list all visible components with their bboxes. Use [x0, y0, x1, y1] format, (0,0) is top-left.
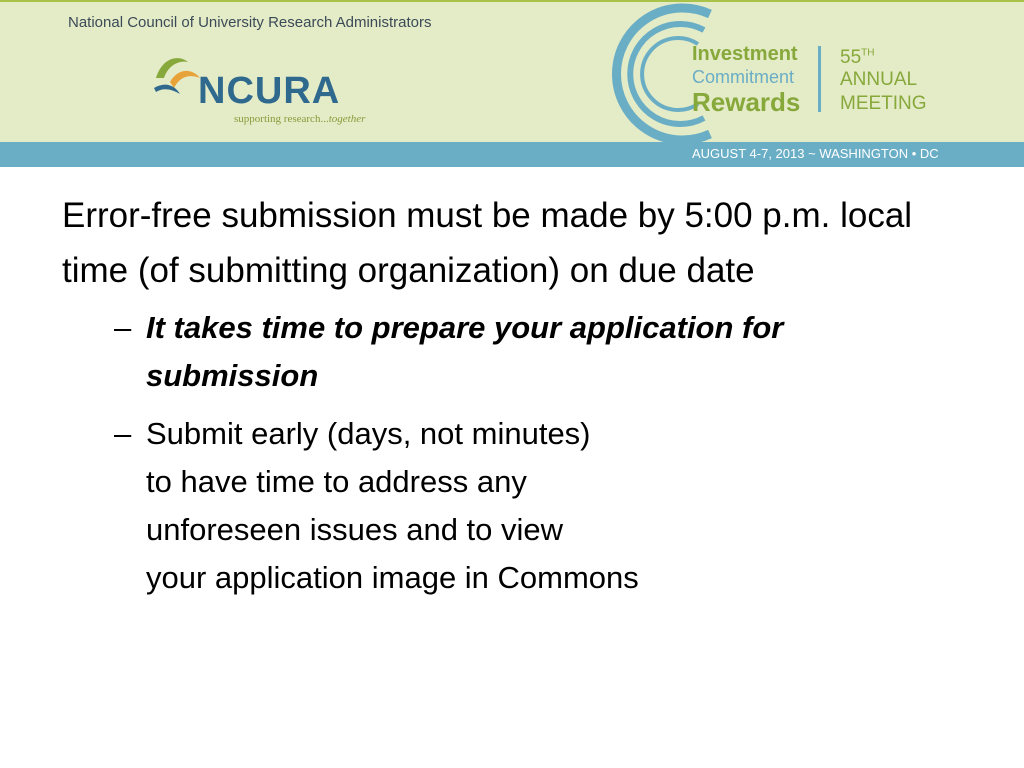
sub-bullet-2-line-4: your application image in Commons	[146, 560, 639, 595]
bullet-dash: –	[114, 310, 132, 345]
theme-rewards: Rewards	[692, 87, 801, 117]
sub-bullet-2-line-1: Submit early (days, not minutes)	[146, 416, 591, 451]
sub-bullet-1	[62, 304, 962, 400]
ncura-logo-text: NCURA	[198, 70, 341, 112]
sub-bullet-1-text: It takes time to prepare your application for submission	[146, 310, 784, 393]
sub-bullet-2-line-3: unforeseen issues and to view	[146, 512, 564, 547]
sub-bullet-2-line-2: to have time to address any	[146, 464, 527, 499]
tagline-part2: together	[328, 113, 366, 125]
meeting-annual: ANNUAL	[840, 69, 918, 90]
bullet-dash: –	[114, 416, 132, 451]
tagline-part1: supporting research...	[234, 113, 329, 125]
ncura-tagline	[234, 113, 365, 125]
header-divider	[818, 46, 821, 112]
org-name: National Council of University Research Administrators	[68, 14, 432, 31]
meeting-label: MEETING	[840, 93, 927, 114]
theme-investment: Investment	[692, 43, 798, 65]
date-location: AUGUST 4-7, 2013 ~ WASHINGTON • DC	[692, 146, 939, 161]
meeting-number-suffix: TH	[861, 47, 875, 59]
meeting-number	[840, 48, 874, 67]
slide-content	[62, 188, 962, 612]
theme-commitment: Commitment	[692, 67, 795, 87]
main-bullet: Error-free submission must be made by 5:00 p.m. local time (of submitting organization) on due date	[62, 196, 913, 290]
meeting-number-value: 55	[840, 47, 862, 68]
sub-bullet-list	[62, 304, 962, 602]
sub-bullet-2	[62, 410, 962, 602]
